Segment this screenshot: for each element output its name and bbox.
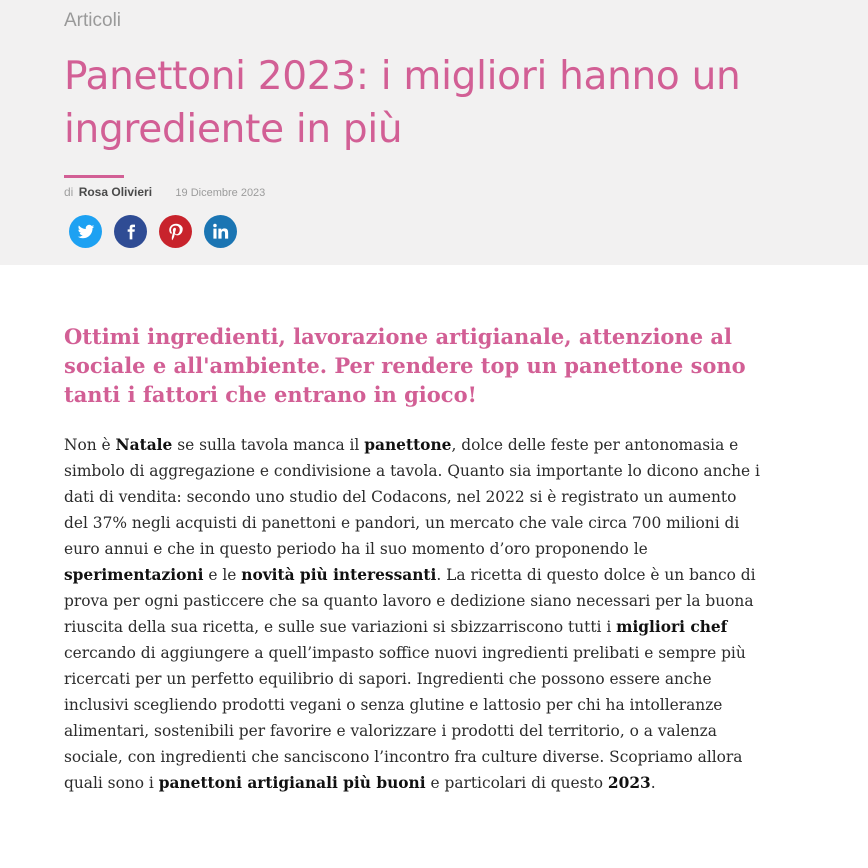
body-bold-segment: panettoni artigianali più buoni <box>158 774 426 792</box>
byline <box>64 185 265 199</box>
body-text-segment: . <box>650 774 656 792</box>
body-bold-segment: migliori chef <box>616 618 728 636</box>
twitter-share-button[interactable] <box>69 215 102 248</box>
author-link[interactable]: Rosa Olivieri <box>78 185 153 199</box>
body-bold-segment: novità più interessanti <box>241 566 437 584</box>
title-divider <box>64 175 124 178</box>
body-text-segment: cercando di aggiungere a quell’impasto soffice nuovi ingredienti prelibati e sempre più ricercati per un perfetto equilibrio di sapori. Ingredienti che possono essere anche inclusivi scegliendo prodotti vegani o senza glutine e lattosio per chi ha intolleranze alimentari, sostenibili per favorire e valorizzare i prodotti del territorio, o a valenza sociale, con ingredienti che sanciscono l’incontro fra culture diverse. Scopriamo allora quali sono i <box>64 644 746 792</box>
publish-date: 19 Dicembre 2023 <box>175 187 266 199</box>
pinterest-share-button[interactable] <box>159 215 192 248</box>
body-bold-segment: panettone <box>364 436 452 454</box>
byline-prefix: di <box>64 185 74 199</box>
category-link[interactable]: Articoli <box>64 10 122 31</box>
article-lead: Ottimi ingredienti, lavorazione artigianale, attenzione al sociale e all'ambiente. Per rendere top un panettone sono tanti i fattori che entrano in gioco! <box>64 324 746 407</box>
body-text-segment: , dolce delle feste per antonomasia e simbolo di aggregazione e condivisione a tavola. Quanto sia importante lo dicono anche i dati di vendita: secondo uno studio del Codacons, nel 2022 si è registrato un aumento del 37% negli acquisti di panettoni e pandori, un mercato che vale circa 700 milioni di euro annui e che in questo periodo ha il suo momento d’oro proponendo le <box>64 436 760 558</box>
pinterest-icon <box>167 222 185 242</box>
body-bold-segment: 2023 <box>607 774 651 792</box>
linkedin-share-button[interactable] <box>204 215 237 248</box>
article-content <box>64 322 764 792</box>
article-header <box>0 0 868 265</box>
body-text-segment: e le <box>203 566 242 584</box>
social-share-bar <box>69 215 237 248</box>
page-title: Panettoni 2023: i migliori hanno un ingrediente in più <box>64 54 741 152</box>
facebook-icon <box>123 223 139 241</box>
facebook-share-button[interactable] <box>114 215 147 248</box>
linkedin-icon <box>212 223 229 240</box>
body-text-segment: se sulla tavola manca il <box>172 436 365 454</box>
body-bold-segment: Natale <box>115 436 173 454</box>
body-bold-segment: sperimentazioni <box>64 566 204 584</box>
body-text-segment: Non è <box>64 436 116 454</box>
body-text-segment: e particolari di questo <box>425 774 608 792</box>
article-body <box>64 432 764 796</box>
body-text-segment: . La ricetta di questo dolce è un banco di prova per ogni pasticcere che sa quanto lavoro e dedizione siano necessari per la buona riuscita della sua ricetta, e sulle sue variazioni si sbizzarriscono tutti i <box>64 566 756 636</box>
twitter-icon <box>77 223 95 241</box>
